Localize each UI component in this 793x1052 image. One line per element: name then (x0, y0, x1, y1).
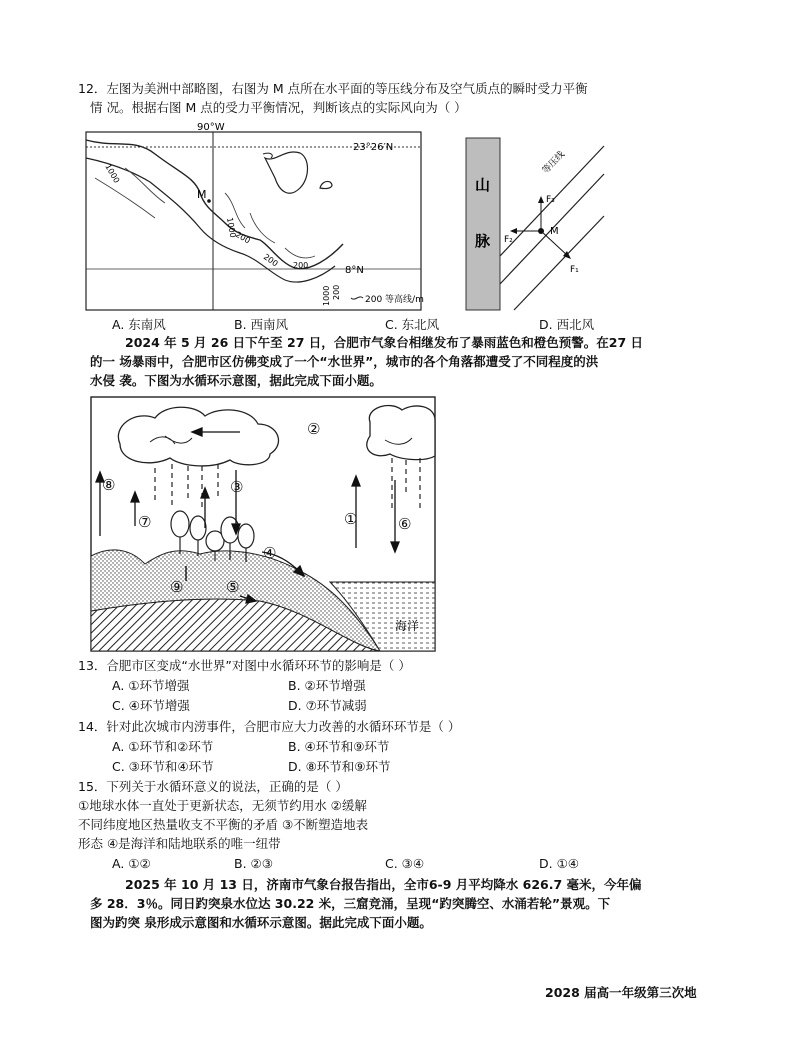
central-america-map (85, 118, 445, 314)
contour-200-b: 200 (261, 252, 280, 269)
q15-statement-2: 不同纬度地区热量收支不平衡的矛盾 ③不断塑造地表 (78, 817, 369, 832)
cycle-label-6: ⑥ (398, 515, 412, 533)
contour-200-a: 200 (234, 229, 252, 246)
q14-option-c[interactable]: C. ③环节和④环节 (112, 759, 214, 774)
q15-option-d[interactable]: D. ①④ (539, 856, 579, 871)
q13-option-d[interactable]: D. ⑦环节减弱 (288, 698, 367, 713)
passage1-line1: 2024 年 5 月 26 日下午至 27 日，合肥市气象台相继发布了暴雨蓝色和橙色预警。在27 日 (125, 335, 643, 350)
q13-stem: 13．合肥市区变成“水世界”对图中水循环环节的影响是（ ） (78, 658, 411, 673)
q15-option-b[interactable]: B. ②③ (234, 856, 273, 871)
force-balance-diagram (462, 134, 612, 314)
isobar-label: 等压线 (540, 149, 567, 177)
force-f2: F₂ (504, 235, 513, 245)
map-point-m: M (197, 188, 207, 201)
contour-1000-c: 1000 (322, 285, 331, 306)
map-lon-label: 90°W (197, 122, 225, 133)
cycle-label-1: ① (344, 510, 358, 528)
q12-option-c[interactable]: C. 东北风 (385, 317, 440, 332)
q14-stem: 14．针对此次城市内涝事件，合肥市应大力改善的水循环环节是（ ） (78, 719, 461, 734)
q12-stem-line1: 12．左图为美洲中部略图，右图为 M 点所在水平面的等压线分布及空气质点的瞬时受力平衡 (78, 81, 588, 96)
cycle-label-3: ③ (230, 478, 244, 496)
passage2-line2: 多 28．3％。同日趵突泉水位达 30.22 米，三窟竞涌，呈现“趵突腾空、水涌若轮”景观。下 (90, 896, 611, 911)
q14-option-d[interactable]: D. ⑧环节和⑨环节 (288, 759, 391, 774)
map-lat-bottom: 8°N (345, 265, 364, 276)
passage1-line2: 的一 场暴雨中，合肥市区仿佛变成了一个“水世界”，城市的各个角落都遭受了不同程度的洪 (90, 354, 599, 369)
q12-stem-line2: 情 况。根据右图 M 点的受力平衡情况，判断该点的实际风向为（ ） (90, 100, 467, 115)
q13-option-a[interactable]: A. ①环节增强 (112, 678, 190, 693)
contour-1000-a: 1000 (103, 162, 122, 185)
cycle-label-9: ⑨ (170, 578, 184, 596)
contour-200-c: 200 (293, 261, 309, 270)
force-point-m: M (550, 226, 559, 237)
cycle-label-7: ⑦ (138, 513, 152, 531)
cycle-label-5: ⑤ (226, 578, 240, 596)
page-footer: 2028 届高一年级第三次地 (545, 985, 697, 1000)
q15-statement-1: ①地球水体一直处于更新状态，无须节约用水 ②缓解 (78, 798, 367, 813)
cycle-label-2: ② (307, 420, 321, 438)
q15-option-a[interactable]: A. ①② (112, 856, 151, 871)
q12-option-b[interactable]: B. 西南风 (234, 317, 289, 332)
passage1-line3: 水侵 袭。下图为水循环示意图，据此完成下面小题。 (90, 373, 382, 388)
contour-1000-b: 1000 (225, 216, 238, 239)
cycle-label-4: ④ (263, 544, 277, 562)
passage2-line3: 图为趵突 泉形成示意图和水循环示意图。据此完成下面小题。 (90, 915, 432, 930)
force-f3: F₃ (546, 195, 555, 205)
q13-option-b[interactable]: B. ②环节增强 (288, 678, 366, 693)
q12-option-d[interactable]: D. 西北风 (539, 317, 595, 332)
passage2-line1: 2025 年 10 月 13 日，济南市气象台报告指出，全市6-9 月平均降水 626.7 毫米，今年偏 (125, 877, 642, 892)
contour-200-d: 200 (332, 284, 341, 300)
map-legend: 200 等高线/m (365, 295, 424, 305)
q14-option-b[interactable]: B. ④环节和⑨环节 (288, 739, 390, 754)
q14-option-a[interactable]: A. ①环节和②环节 (112, 739, 214, 754)
cycle-label-8: ⑧ (102, 476, 116, 494)
mountain-char-1: 山 (475, 176, 491, 194)
q15-option-c[interactable]: C. ③④ (385, 856, 425, 871)
mountain-char-2: 脉 (475, 232, 491, 250)
map-lat-top: 23°26′N (353, 142, 394, 153)
q15-statement-3: 形态 ④是海洋和陆地联系的唯一纽带 (78, 836, 281, 851)
water-cycle-diagram (90, 396, 438, 654)
q15-stem: 15．下列关于水循环意义的说法，正确的是（ ） (78, 779, 348, 794)
ocean-label: 海洋 (395, 619, 420, 633)
force-f1: F₁ (570, 265, 579, 275)
q12-option-a[interactable]: A. 东南风 (112, 317, 166, 332)
q13-option-c[interactable]: C. ④环节增强 (112, 698, 190, 713)
